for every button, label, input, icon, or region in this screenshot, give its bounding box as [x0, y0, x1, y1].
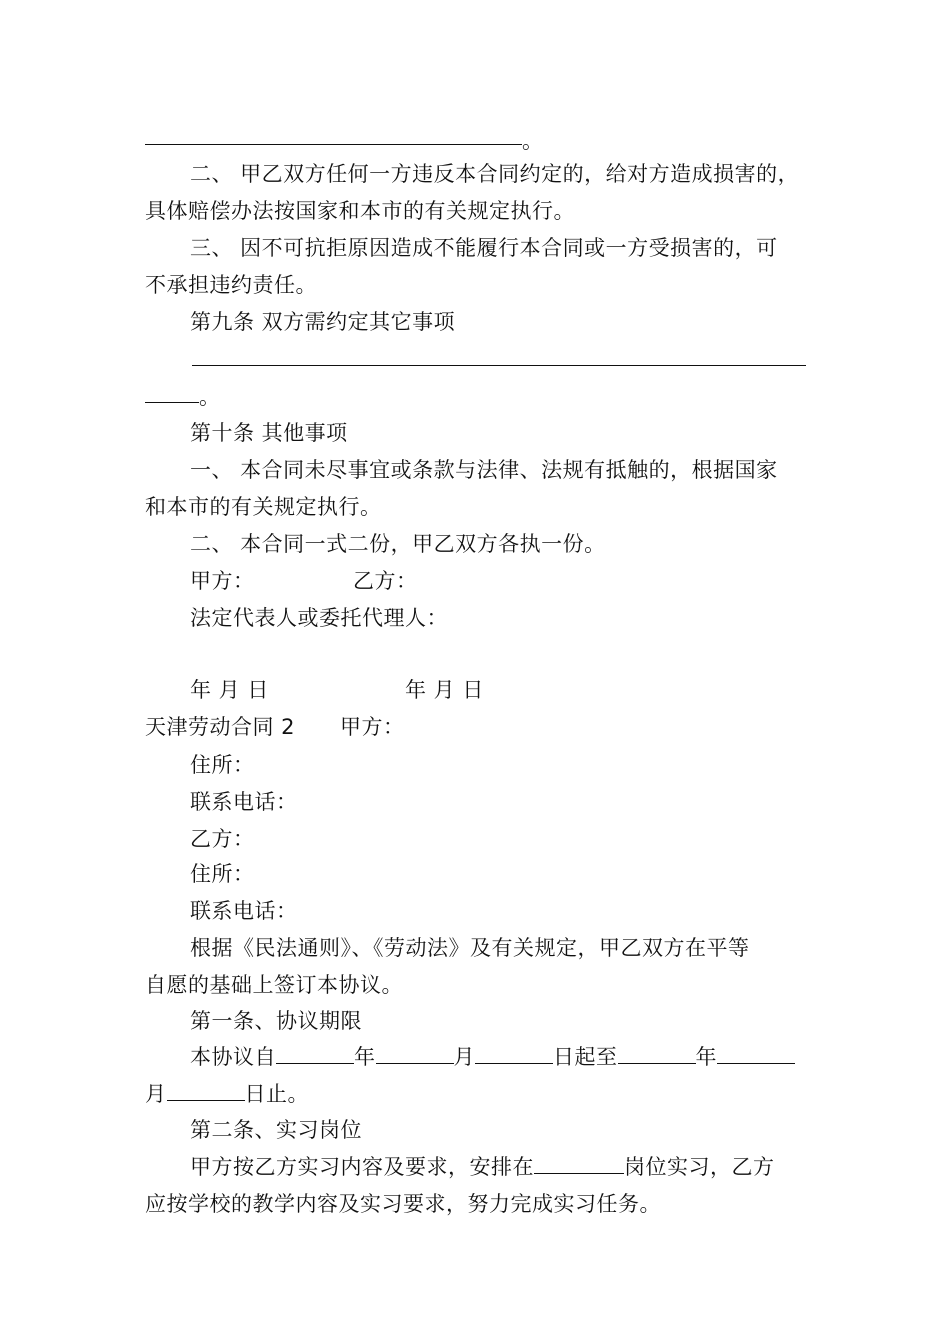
article-10-title: 第十条 其他事项	[190, 421, 348, 445]
signature-representative: 法定代表人或委托代理人：	[190, 606, 448, 630]
article-10-clause-1-line-1: 一、 本合同未尽事宜或条款与法律、法规有抵触的，根据国家	[190, 458, 778, 482]
fill-in-line	[145, 144, 522, 145]
breach-clause-3-line-2: 不承担违约责任。	[145, 273, 317, 297]
period-end-text: 日止。	[244, 1082, 309, 1106]
year-blank	[276, 1045, 354, 1064]
contract-2-party-a: 甲方：	[340, 715, 405, 739]
month-label: 月	[453, 1045, 475, 1069]
signature-date-right: 年 月 日	[405, 678, 484, 702]
day-label: 日起至	[553, 1045, 618, 1069]
fill-in-line	[145, 402, 199, 403]
internship-position-line-1	[190, 1154, 775, 1180]
day-blank	[167, 1082, 245, 1101]
breach-clause-2-line-1: 二、 甲乙双方任何一方违反本合同约定的，给对方造成损害的，	[190, 162, 800, 186]
year-label: 年	[354, 1045, 376, 1069]
signature-party-a: 甲方：	[190, 569, 255, 593]
party-b-address: 住所：	[190, 862, 255, 886]
article-9-title: 第九条 双方需约定其它事项	[190, 310, 456, 334]
year-blank	[618, 1045, 696, 1064]
breach-clause-3-line-1: 三、 因不可抗拒原因造成不能履行本合同或一方受损害的，可	[190, 236, 778, 260]
agreement-period-line-2	[145, 1081, 309, 1107]
month-label: 月	[145, 1082, 167, 1106]
fill-in-line	[192, 365, 806, 366]
breach-clause-2-line-2: 具体赔偿办法按国家和本市的有关规定执行。	[145, 199, 575, 223]
day-blank	[475, 1045, 553, 1064]
contract-2-article-1-title: 第一条、协议期限	[190, 1009, 362, 1033]
intro-line-1: 根据《民法通则》、《劳动法》及有关规定，甲乙双方在平等	[190, 936, 750, 960]
signature-date-left: 年 月 日	[190, 678, 269, 702]
internship-text-b: 岗位实习，乙方	[624, 1155, 775, 1179]
article-10-clause-1-line-2: 和本市的有关规定执行。	[145, 495, 382, 519]
article-10-clause-2: 二、 本合同一式二份，甲乙双方各执一份。	[190, 532, 606, 556]
period-start-text: 本协议自	[190, 1045, 276, 1069]
contract-2-title: 天津劳动合同 2	[145, 715, 296, 739]
month-blank	[376, 1045, 454, 1064]
party-a-phone: 联系电话：	[190, 790, 298, 814]
party-a-address: 住所：	[190, 753, 255, 777]
sentence-end: 。	[199, 385, 221, 409]
month-blank	[717, 1045, 795, 1064]
internship-text-a: 甲方按乙方实习内容及要求，安排在	[190, 1155, 534, 1179]
party-b-phone: 联系电话：	[190, 899, 298, 923]
sentence-end: 。	[522, 129, 544, 153]
contract-2-article-2-title: 第二条、实习岗位	[190, 1118, 362, 1142]
position-blank	[534, 1155, 624, 1174]
year-label: 年	[695, 1045, 717, 1069]
internship-position-line-2: 应按学校的教学内容及实习要求，努力完成实习任务。	[145, 1192, 661, 1216]
agreement-period-line-1	[190, 1044, 795, 1070]
party-b: 乙方：	[190, 827, 255, 851]
signature-party-b: 乙方：	[353, 569, 418, 593]
intro-line-2: 自愿的基础上签订本协议。	[145, 973, 403, 997]
